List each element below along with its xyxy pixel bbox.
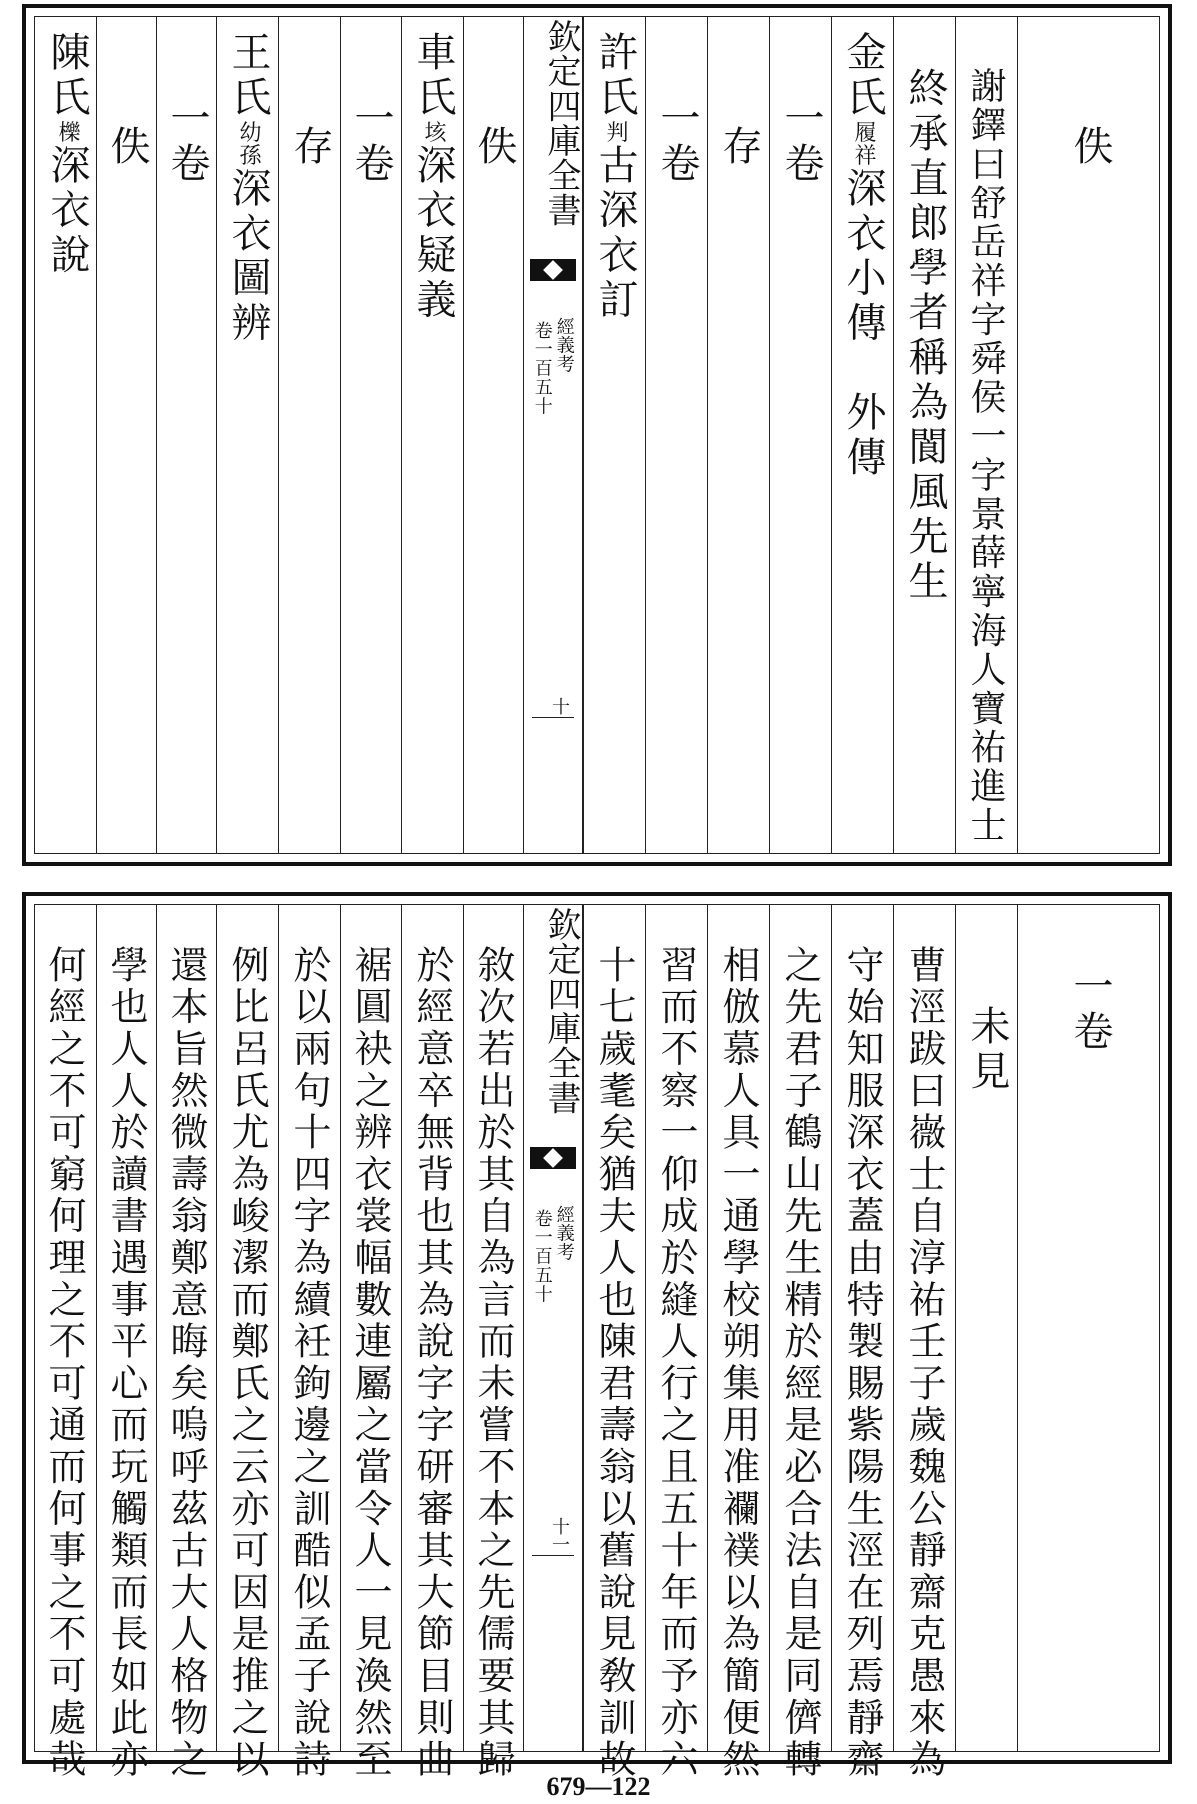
column: [769, 905, 831, 1781]
folio-rule: [532, 1555, 574, 1556]
column-text: 於經意卒無背也其為說字字研審其大節目則曲: [410, 945, 454, 1781]
column: [1017, 17, 1161, 853]
column: [645, 17, 707, 853]
column-text: 一卷: [348, 97, 394, 187]
lower-page: [22, 892, 1172, 1781]
column-text: 謝鐸曰舒岳祥字舜侯一字景薛寧海人寶祐進士: [965, 67, 1006, 845]
column: [583, 17, 645, 853]
center-margin: [523, 905, 583, 1751]
column: [463, 905, 523, 1781]
column-text: 未見: [964, 1005, 1010, 1095]
column: [955, 905, 1017, 1751]
column-text: 學也人人於讀書遇事平心而玩觸類而長如此亦: [104, 945, 148, 1781]
column: [401, 905, 463, 1781]
column: [35, 17, 96, 853]
fish-tail-ornament: [530, 1147, 576, 1169]
column-text: 一卷: [778, 97, 824, 187]
column: [278, 17, 340, 853]
center-margin: [523, 17, 583, 853]
page-number: 679—122: [546, 1772, 651, 1801]
column: [955, 17, 1017, 853]
upper-page: [22, 4, 1172, 866]
column-text: 何經之不可窮何理之不可通而何事之不可處哉: [42, 945, 86, 1781]
column-text: 於以兩句十四字為續衽鉤邊之訓酷似孟子說詩: [287, 945, 331, 1781]
book-title: 經義考: [553, 1205, 575, 1262]
column-text: 一卷: [654, 97, 700, 187]
column-text: 十七歲耄矣猶夫人也陳君壽翁以舊說見敎訓故: [592, 945, 636, 1781]
column: [401, 17, 463, 853]
column: [893, 17, 955, 853]
column: [463, 17, 523, 853]
library-title: 欽定四庫全書: [541, 907, 581, 1116]
column: [96, 905, 156, 1781]
column-text: 之先君子鶴山先生精於經是必合法自是同儕轉: [778, 945, 822, 1781]
column: [216, 905, 278, 1781]
volume-label: 卷一百五十: [531, 321, 553, 416]
column-text: 敘次若出於其自為言而未嘗不本之先儒要其歸: [471, 945, 515, 1781]
column: [707, 17, 769, 853]
lower-page-frame: [34, 904, 1160, 1781]
column: [645, 905, 707, 1781]
column-text: 例比呂氏尤為峻潔而鄭氏之云亦可因是推之以: [225, 945, 269, 1781]
folio-rule: [532, 717, 574, 718]
upper-page-frame: [34, 16, 1160, 854]
library-title: 欽定四庫全書: [541, 19, 581, 228]
column: [35, 905, 96, 1781]
column-text: 存: [716, 125, 762, 170]
column-text: 相倣慕人具一通學校朔集用准襴襆以為簡便然: [716, 945, 760, 1781]
column: [278, 905, 340, 1781]
column-text: 金氏履祥深衣小傳 外傳: [840, 31, 886, 481]
column-text: 佚: [104, 125, 150, 170]
column: [1017, 905, 1161, 1751]
column-text: 還本旨然微壽翁鄭意晦矣嗚呼茲古大人格物之: [164, 945, 208, 1781]
book-title: 經義考: [553, 317, 575, 374]
column: [340, 17, 401, 853]
column-text: 裾圓袂之辨衣裳幅數連屬之當令人一見渙然至: [348, 945, 392, 1781]
column-text: 守始知服深衣蓋由特製賜紫陽生涇在列焉靜齋: [840, 945, 884, 1781]
volume-label: 卷一百五十: [531, 1209, 553, 1304]
column-text: 終承直郎學者稱為閬風先生: [902, 67, 948, 605]
column: [340, 905, 401, 1781]
column-text: 存: [287, 125, 333, 170]
fish-tail-ornament: [530, 259, 576, 281]
column: [769, 17, 831, 853]
column: [831, 17, 893, 853]
column-text: 佚: [1067, 125, 1113, 170]
column: [216, 17, 278, 853]
column: [96, 17, 156, 853]
column-text: 王氏幼孫深衣圖辨: [225, 31, 271, 347]
column: [156, 17, 216, 853]
folio-number: 十: [549, 697, 570, 715]
column-text: 佚: [471, 125, 517, 170]
column-text: 習而不察一仰成於縫人行之且五十年而予亦六: [654, 945, 698, 1781]
column-text: 一卷: [164, 97, 210, 187]
column: [831, 905, 893, 1781]
folio-number: 十一: [549, 1517, 570, 1553]
column-text: 曹涇跋曰嶶士自淳祐壬子歲魏公靜齋克愚來為: [902, 945, 946, 1781]
column-text: 陳氏櫟深衣說: [44, 31, 90, 279]
column-text: 車氏垓深衣疑義: [410, 31, 456, 323]
column: [583, 905, 645, 1781]
column-text: 許氏判古深衣訂: [592, 31, 638, 323]
column: [893, 905, 955, 1781]
column: [156, 905, 216, 1781]
column: [707, 905, 769, 1781]
column-text: 一卷: [1067, 965, 1113, 1055]
